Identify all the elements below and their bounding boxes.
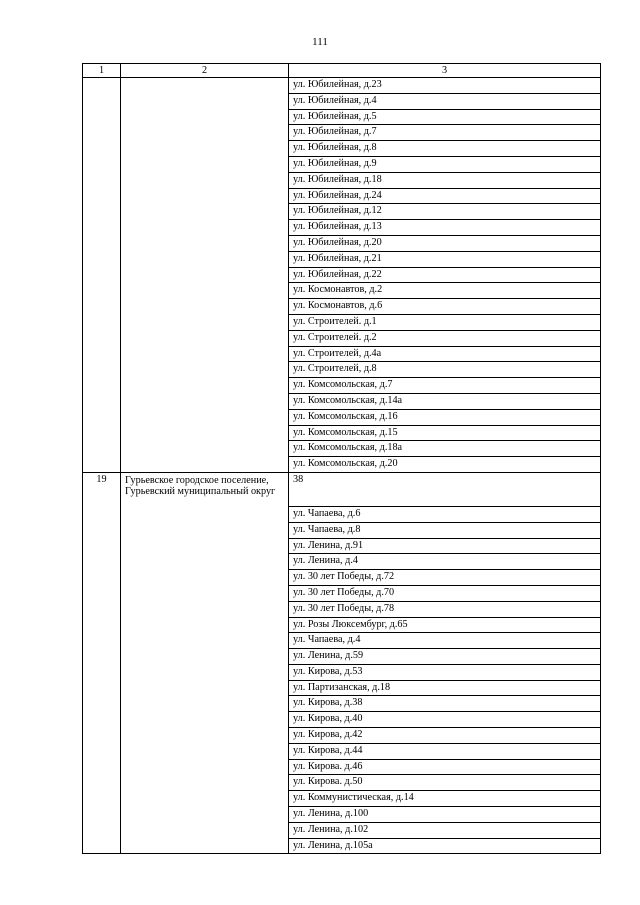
table-row (83, 283, 601, 299)
table-row (83, 141, 601, 157)
name-cell-empty (121, 283, 289, 299)
table-row (83, 409, 601, 425)
name-cell-empty (121, 457, 289, 473)
number-cell-empty (83, 378, 121, 394)
table-header-row (83, 64, 601, 78)
address-cell: ул. 30 лет Победы, д.70 (289, 585, 601, 601)
name-cell-empty (121, 314, 289, 330)
address-cell: ул. Юбилейная, д.7 (289, 125, 601, 141)
number-cell-empty (83, 156, 121, 172)
name-cell-empty (121, 251, 289, 267)
number-cell-empty (83, 204, 121, 220)
number-cell-empty (83, 125, 121, 141)
name-cell-empty (121, 78, 289, 94)
table-row (83, 441, 601, 457)
number-cell-empty (83, 251, 121, 267)
address-cell: ул. Комсомольская, д.14а (289, 393, 601, 409)
name-cell-empty (121, 235, 289, 251)
number-cell-empty (83, 299, 121, 315)
address-cell: ул. Ленина, д.102 (289, 822, 601, 838)
number-cell-empty (83, 346, 121, 362)
number-cell-empty (83, 314, 121, 330)
name-cell-empty (121, 267, 289, 283)
table-row (83, 172, 601, 188)
table-row (83, 472, 601, 506)
name-cell-empty (121, 220, 289, 236)
table-row (83, 346, 601, 362)
address-cell: ул. Юбилейная, д.18 (289, 172, 601, 188)
address-cell: ул. Комсомольская, д.18а (289, 441, 601, 457)
table-row (83, 393, 601, 409)
table-row (83, 109, 601, 125)
number-cell-empty (83, 457, 121, 473)
name-cell-empty (121, 109, 289, 125)
page-number: 111 (312, 36, 328, 48)
table-row (83, 188, 601, 204)
address-cell: ул. Чапаева, д.8 (289, 522, 601, 538)
number-cell-empty (83, 362, 121, 378)
table-row (83, 299, 601, 315)
address-cell: ул. Юбилейная, д.13 (289, 220, 601, 236)
address-cell: ул. Юбилейная, д.23 (289, 78, 601, 94)
column-header-2: 2 (121, 64, 289, 78)
table-row (83, 125, 601, 141)
table-row (83, 425, 601, 441)
table-row (83, 267, 601, 283)
address-cell: ул. Строителей, д.8 (289, 362, 601, 378)
address-cell: ул. Юбилейная, д.24 (289, 188, 601, 204)
number-cell-empty (83, 93, 121, 109)
table-row (83, 330, 601, 346)
number-cell-empty (83, 78, 121, 94)
name-cell-empty (121, 188, 289, 204)
table-row (83, 220, 601, 236)
number-cell-empty (83, 330, 121, 346)
address-cell: ул. Ленина, д.4 (289, 554, 601, 570)
address-cell: ул. Юбилейная, д.4 (289, 93, 601, 109)
address-cell: ул. Строителей, д.4а (289, 346, 601, 362)
name-cell-empty (121, 299, 289, 315)
address-cell: ул. Комсомольская, д.15 (289, 425, 601, 441)
name-cell-empty (121, 362, 289, 378)
address-cell: ул. Ленина, д.59 (289, 649, 601, 665)
name-cell-empty (121, 378, 289, 394)
address-cell: ул. 30 лет Победы, д.78 (289, 601, 601, 617)
name-cell-empty (121, 141, 289, 157)
number-cell-empty (83, 441, 121, 457)
number-cell-empty (83, 283, 121, 299)
address-cell: ул. Кирова. д.46 (289, 759, 601, 775)
table-row (83, 156, 601, 172)
name-cell-empty (121, 393, 289, 409)
table-row (83, 93, 601, 109)
address-cell: ул. Кирова, д.53 (289, 664, 601, 680)
address-count: 38 (289, 472, 601, 506)
address-cell: ул. Чапаева, д.6 (289, 506, 601, 522)
address-cell: ул. Кирова. д.50 (289, 775, 601, 791)
address-cell: ул. Коммунистическая, д.14 (289, 791, 601, 807)
address-cell: ул. Юбилейная, д.5 (289, 109, 601, 125)
table-row (83, 314, 601, 330)
address-cell: ул. Строителей. д.1 (289, 314, 601, 330)
number-cell-empty (83, 235, 121, 251)
name-cell-empty (121, 172, 289, 188)
address-cell: ул. Ленина, д.91 (289, 538, 601, 554)
table-body (83, 78, 601, 854)
table-row (83, 378, 601, 394)
address-cell: ул. Юбилейная, д.12 (289, 204, 601, 220)
address-cell: ул. Юбилейная, д.9 (289, 156, 601, 172)
number-cell-empty (83, 109, 121, 125)
address-cell: ул. Строителей. д.2 (289, 330, 601, 346)
address-cell: ул. Кирова, д.44 (289, 743, 601, 759)
number-cell-empty (83, 267, 121, 283)
name-cell-empty (121, 330, 289, 346)
address-cell: ул. Космонавтов, д.6 (289, 299, 601, 315)
address-cell: ул. Кирова, д.42 (289, 728, 601, 744)
name-cell-empty (121, 156, 289, 172)
column-header-1: 1 (83, 64, 121, 78)
name-cell-empty (121, 125, 289, 141)
number-cell-empty (83, 409, 121, 425)
address-cell: ул. Комсомольская, д.16 (289, 409, 601, 425)
name-cell-empty (121, 441, 289, 457)
address-cell: ул. Юбилейная, д.22 (289, 267, 601, 283)
number-cell-empty (83, 393, 121, 409)
address-cell: ул. Кирова, д.38 (289, 696, 601, 712)
address-cell: ул. Ленина, д.100 (289, 807, 601, 823)
address-cell: ул. Юбилейная, д.8 (289, 141, 601, 157)
table-row (83, 204, 601, 220)
name-cell-empty (121, 409, 289, 425)
address-cell: ул. 30 лет Победы, д.72 (289, 570, 601, 586)
entry-number: 19 (83, 472, 121, 854)
number-cell-empty (83, 188, 121, 204)
address-cell: ул. Ленина, д.105а (289, 838, 601, 854)
address-cell: ул. Юбилейная, д.21 (289, 251, 601, 267)
table-row (83, 362, 601, 378)
table-row (83, 235, 601, 251)
address-cell: ул. Юбилейная, д.20 (289, 235, 601, 251)
number-cell-empty (83, 141, 121, 157)
address-table (82, 63, 601, 854)
address-cell: ул. Кирова, д.40 (289, 712, 601, 728)
address-cell: ул. Комсомольская, д.20 (289, 457, 601, 473)
address-cell: ул. Розы Люксембург, д.65 (289, 617, 601, 633)
number-cell-empty (83, 172, 121, 188)
settlement-name: Гурьевское городское поселение, Гурьевский муниципальный округ (121, 472, 289, 854)
address-cell: ул. Комсомольская, д.7 (289, 378, 601, 394)
name-cell-empty (121, 93, 289, 109)
address-cell: ул. Чапаева, д.4 (289, 633, 601, 649)
address-cell: ул. Космонавтов, д.2 (289, 283, 601, 299)
name-cell-empty (121, 204, 289, 220)
table-row (83, 78, 601, 94)
number-cell-empty (83, 220, 121, 236)
name-cell-empty (121, 346, 289, 362)
number-cell-empty (83, 425, 121, 441)
address-cell: ул. Партизанская, д.18 (289, 680, 601, 696)
table-row (83, 251, 601, 267)
column-header-3: 3 (289, 64, 601, 78)
name-cell-empty (121, 425, 289, 441)
table-row (83, 457, 601, 473)
